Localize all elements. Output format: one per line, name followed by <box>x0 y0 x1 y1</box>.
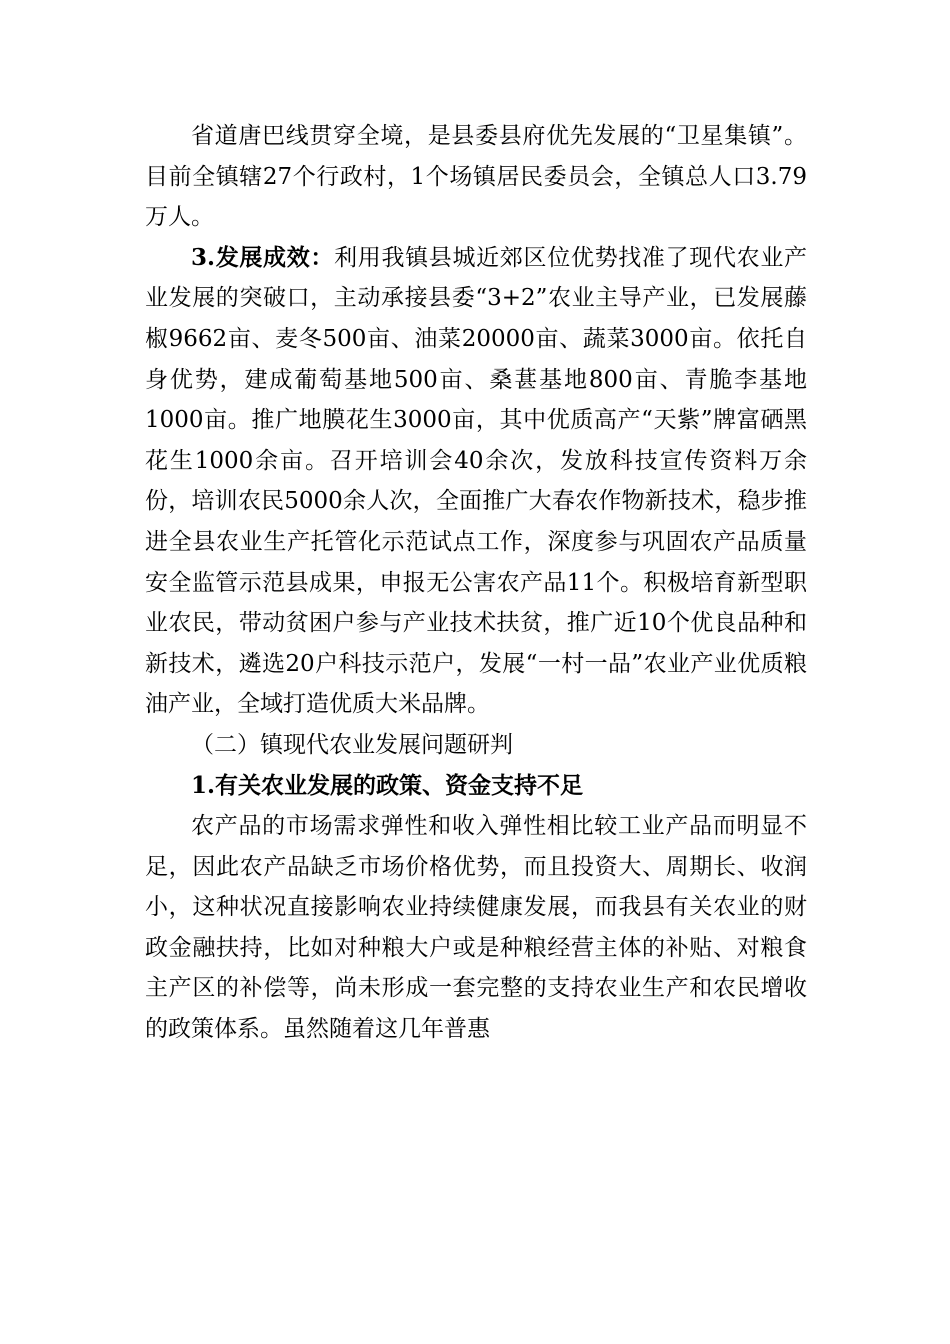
subheading-policy-funding: 1.有关农业发展的政策、资金支持不足 <box>191 771 584 799</box>
paragraph-location-overview: 省道唐巴线贯穿全境，是县委县府优先发展的“卫星集镇”。目前全镇辖27个行政村，1个场镇居民委员会，全镇总人口3.79万人。 <box>145 123 807 231</box>
development-results-label: 3.发展成效： <box>191 243 335 271</box>
paragraph-policy-analysis: 农产品的市场需求弹性和收入弹性相比较工业产品而明显不足，因此农产品缺乏市场价格优势，而且投资大、周期长、收润小，这种状况直接影响农业持续健康发展，而我县有关农业的财政金融扶持，比如对种粮大户或是种粮经营主体的补贴、对粮食主产区的补偿等，尚未形成一套完整的支持农业生产和农民增收的政策体系。虽然随着这几年普惠 <box>145 813 807 1043</box>
section-heading: （二）镇现代农业发展问题研判 <box>191 731 513 758</box>
development-results-body: 利用我镇县城近郊区位优势找准了现代农业产业发展的突破口，主动承接县委“3+2”农业主导产业，已发展藤椒9662亩、麦冬500亩、油菜20000亩、蔬菜3000亩。依托自身优势，建成葡萄基地500亩、桑葚基地800亩、青脆李基地1000亩。推广地膜花生3000亩，其中优质高产“天紫”牌富硒黑花生1000余亩。召开培训会40余次，发放科技宣传资料万余份，培训农民5000余人次，全面推广大春农作物新技术，稳步推进全县农业生产托管化示范试点工作，深度参与巩固农产品质量安全监管示范县成果，申报无公害农产品11个。积极培育新型职业农民，带动贫困户参与产业技术扶贫，推广近10个优良品种和新技术，遴选20户科技示范户，发展“一村一品”农业产业优质粮油产业，全域打造优质大米品牌。 <box>145 244 808 718</box>
paragraph-development-results <box>145 238 807 725</box>
document-body <box>145 116 807 1050</box>
